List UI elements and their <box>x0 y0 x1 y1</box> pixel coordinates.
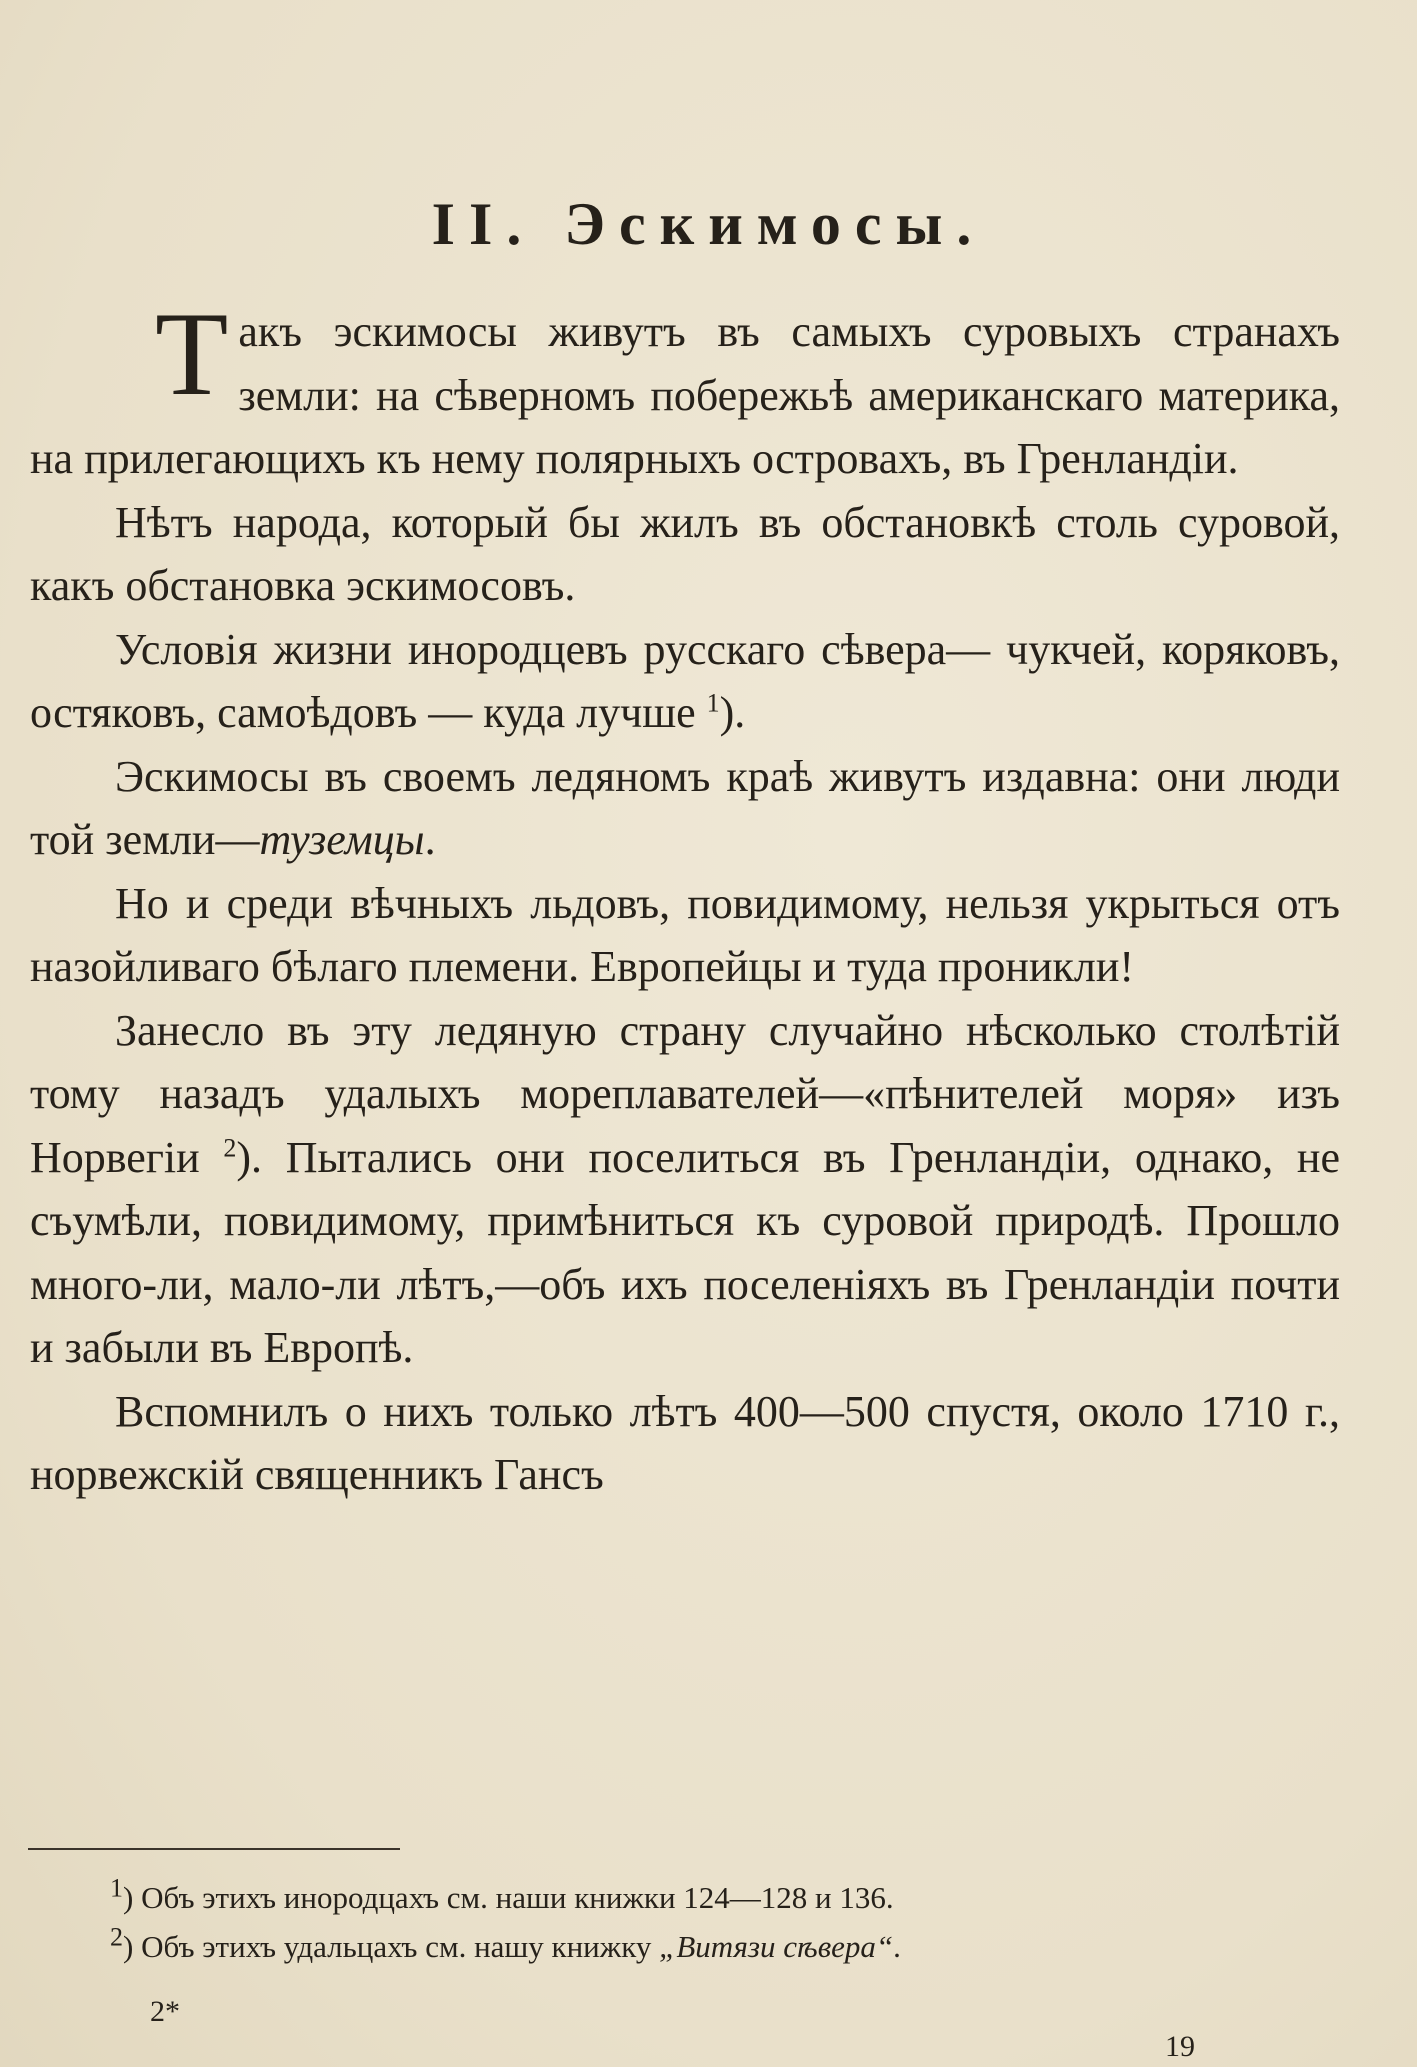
footnote-2-mark: 2 <box>110 1922 123 1952</box>
paragraph-7: Вспомнилъ о нихъ только лѣтъ 400—500 спустя, около 1710 г., норвежскій священникъ Гансъ <box>30 1386 1340 1499</box>
emphasis-tuzemtsy: туземцы <box>259 815 425 864</box>
paragraph-3-end: ). <box>719 688 746 737</box>
footnote-2 <box>110 1922 1360 1971</box>
footnote-1-text: ) Объ этихъ инородцахъ см. наши книжки 124—128 и 136. <box>123 1880 894 1915</box>
footnote-divider <box>28 1848 400 1850</box>
paragraph-4-text: Эскимосы въ своемъ ледяномъ краѣ живутъ издавна: они люди той земли— <box>30 751 1340 864</box>
footnote-ref-1: 1 <box>706 688 720 718</box>
paragraph-4-end: . <box>424 815 436 864</box>
page-number: 19 <box>1165 2030 1195 2063</box>
paragraph-5: Но и среди вѣчныхъ льдовъ, повидимому, нельзя укрыться отъ назойливаго бѣлаго племени. Европейцы и туда проникли! <box>30 878 1340 991</box>
paragraph-6-end: ). Пытались они поселиться въ Гренландіи, однако, не съумѣли, повидимому, примѣниться къ суровой природѣ. Прошло много-ли, мало-ли лѣтъ,—объ ихъ поселеніяхъ въ Гренландіи почти и забыли въ Европѣ. <box>30 1132 1341 1372</box>
footnote-1 <box>110 1873 1360 1922</box>
paragraph-4 <box>30 745 1340 872</box>
footnote-ref-2: 2 <box>223 1132 237 1162</box>
paragraph-6 <box>30 999 1340 1380</box>
paragraph-6-text: Занесло въ эту ледяную страну случайно нѣсколько столѣтій тому назадъ удалыхъ мореплавателей—«пѣнителей моря» изъ Норвегіи <box>30 1005 1340 1182</box>
footnote-2-title: „Витязи сѣвера“ <box>659 1929 894 1964</box>
drop-cap: Т <box>155 287 229 420</box>
paragraph-3 <box>30 618 1340 745</box>
paragraph-2: Нѣтъ народа, который бы жилъ въ обстановкѣ столь суровой, какъ обстановка эскимосовъ. <box>30 497 1340 610</box>
paragraph-1-text: акъ эскимосы живутъ въ самыхъ суровыхъ странахъ земли: на сѣверномъ побережьѣ американскаго материка, на прилегающихъ къ нему полярныхъ островахъ, въ Гренландіи. <box>30 307 1340 483</box>
signature-mark: 2* <box>150 1995 180 2028</box>
footnote-2-text: ) Объ этихъ удальцахъ см. нашу книжку <box>123 1929 660 1964</box>
footnote-2-end: . <box>893 1929 901 1964</box>
paragraph-1 <box>30 287 1340 491</box>
footnotes <box>110 1873 1360 1971</box>
chapter-heading: II. Эскимосы. <box>431 191 986 257</box>
body-text <box>30 287 1341 1507</box>
paragraph-3-text: Условія жизни инородцевъ русскаго сѣвера— чукчей, коряковъ, остяковъ, самоѣдовъ — куда лучше <box>30 624 1340 737</box>
footnote-1-mark: 1 <box>110 1873 123 1903</box>
